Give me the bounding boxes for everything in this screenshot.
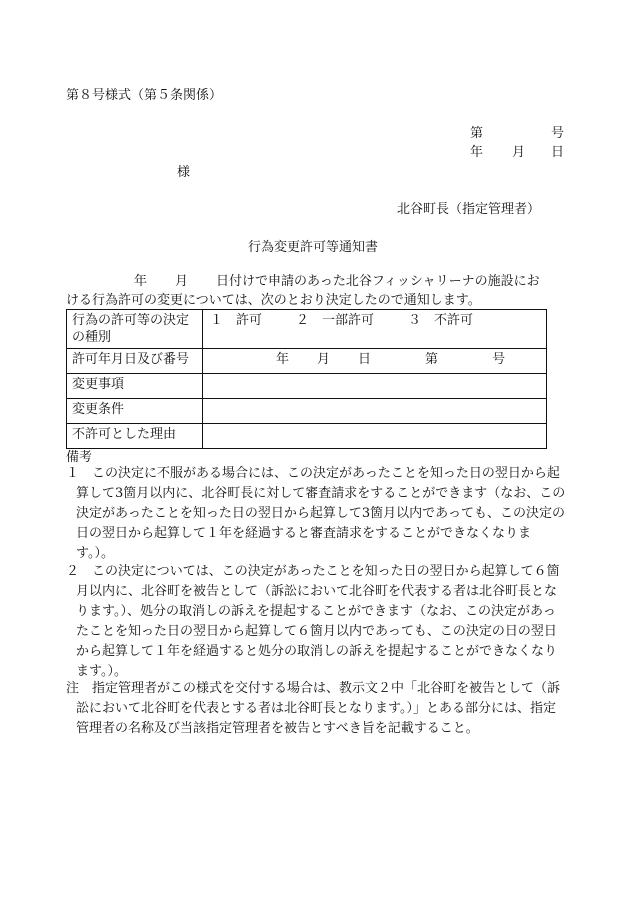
addressee-suffix: 様 bbox=[177, 165, 191, 180]
intro-month: 月 bbox=[175, 274, 189, 289]
option-deny: ３ 不許可 bbox=[408, 313, 474, 328]
change-items-cell[interactable] bbox=[203, 374, 547, 399]
intro-line1: 日付けで申請のあった北谷フィッシャリーナの施設にお bbox=[216, 274, 540, 289]
table-row bbox=[67, 424, 547, 449]
permit-year: 年 bbox=[276, 352, 290, 367]
option-permit: １ 許可 bbox=[210, 313, 263, 328]
table-row bbox=[67, 374, 547, 399]
form-number: 第８号様式（第５条関係） bbox=[66, 88, 223, 103]
note-item bbox=[66, 464, 568, 564]
decision-table bbox=[66, 309, 547, 449]
permit-month: 月 bbox=[317, 352, 331, 367]
issue-date-month: 月 bbox=[512, 145, 526, 160]
change-conditions-cell[interactable] bbox=[203, 399, 547, 424]
document-title: 行為変更許可等通知書 bbox=[248, 240, 379, 255]
row-label: 不許可とした理由 bbox=[67, 424, 203, 449]
note-text: 指定管理者がこの様式を交付する場合は、教示文２中「北谷町を被告として（訴訟において北谷町を代表とする者は北谷町長となります。）」とある部分には、指定管理者の名称及び当該指定管理者を被告とすべき旨を記載すること。 bbox=[76, 681, 561, 736]
issue-date-year: 年 bbox=[470, 145, 484, 160]
option-partial-permit: ２ 一部許可 bbox=[296, 313, 375, 328]
row-label: 変更条件 bbox=[67, 399, 203, 424]
denial-reason-cell[interactable] bbox=[203, 424, 547, 449]
permit-date-number bbox=[203, 349, 547, 374]
intro-year: 年 bbox=[134, 274, 148, 289]
intro-line2: ける行為許可の変更については、次のとおり決定したので通知します。 bbox=[66, 293, 481, 308]
issue-date-day: 日 bbox=[551, 145, 565, 160]
table-row bbox=[67, 349, 547, 374]
note-item bbox=[66, 679, 568, 739]
row-label: 許可年月日及び番号 bbox=[67, 349, 203, 374]
doc-number-suffix: 号 bbox=[551, 126, 565, 141]
row-label: 行為の許可等の決定の種別 bbox=[67, 310, 203, 349]
note-number: 注 bbox=[66, 681, 80, 696]
table-row bbox=[67, 310, 547, 349]
note-text: この決定については、この決定があったことを知った日の翌日から起算して６箇月以内に、北谷町を被告として（訴訟において北谷町を代表する者は北谷町長となります。）、処分の取消しの訴えを提起することができます（なお、この決定があったことを知った日の翌日から起算して６箇月以内であっても、この決定の日の翌日から起算して１年を経過すると処分の取消しの訴えを提起することができなくなります。）。 bbox=[76, 564, 560, 679]
intro-paragraph bbox=[66, 272, 566, 310]
note-item bbox=[66, 562, 568, 682]
permit-no-prefix: 第 bbox=[425, 352, 439, 367]
note-number: １ bbox=[66, 466, 80, 481]
decision-type-options bbox=[203, 310, 547, 349]
issuer: 北谷町長（指定管理者） bbox=[397, 202, 541, 217]
permit-day: 日 bbox=[358, 352, 372, 367]
note-number: ２ bbox=[66, 564, 80, 579]
doc-number-prefix: 第 bbox=[470, 126, 484, 141]
row-label: 変更事項 bbox=[67, 374, 203, 399]
permit-no-suffix: 号 bbox=[492, 352, 506, 367]
table-row bbox=[67, 399, 547, 424]
note-text: この決定に不服がある場合には、この決定があったことを知った日の翌日から起算して3箇月以内に、北谷町長に対して審査請求をすることができます（なお、この決定があったことを知った日の翌日から起算して3箇月以内であっても、この決定の日の翌日から起算して１年を経過すると審査請求をすることができなくなります。）。 bbox=[76, 466, 566, 561]
notes-heading: 備考 bbox=[66, 450, 93, 465]
